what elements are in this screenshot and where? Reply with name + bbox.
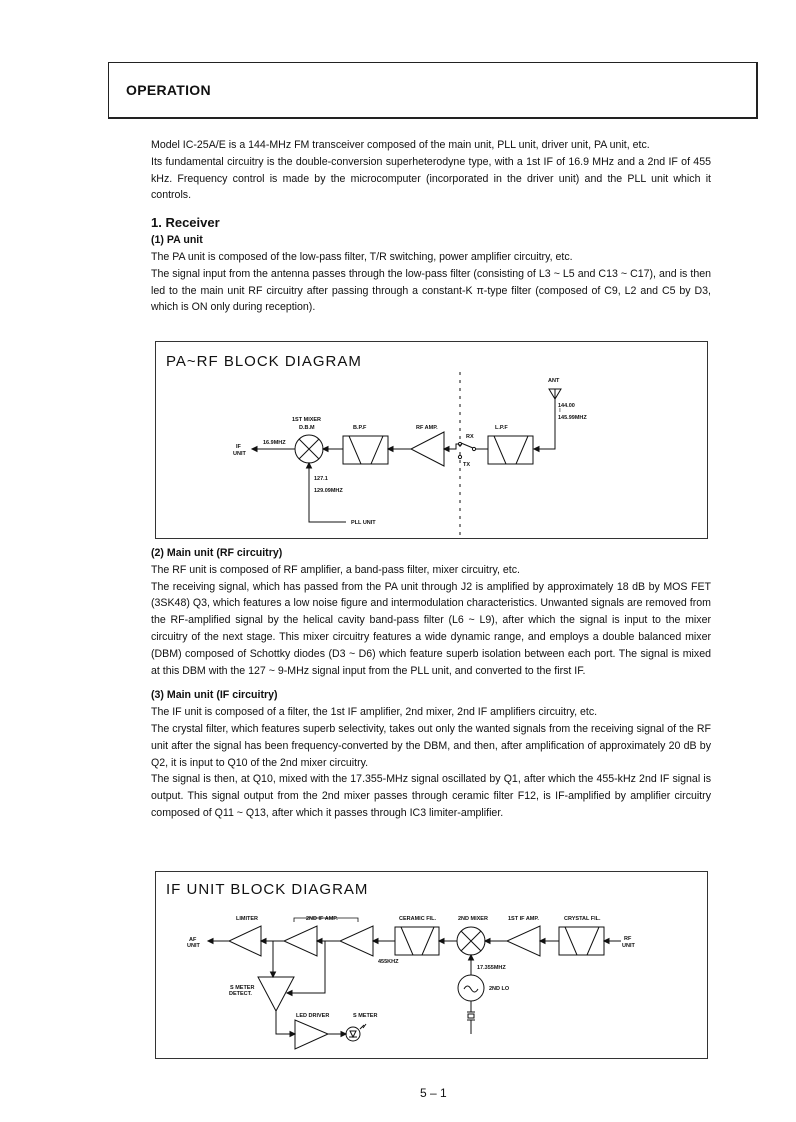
paragraph: Its fundamental circuitry is the double-conversion superheterodyne type, with a 1st IF of 16.9 MHz and a 2nd IF of 455 kHz. Frequency control is made by the microcomputer (incorporated in the driver unit) and the PLL unit which it controls. <box>151 155 711 202</box>
diagram-label: 17.355MHZ <box>477 965 506 971</box>
diagram-label: AF <box>189 937 197 943</box>
paragraph: The signal is then, at Q10, mixed with the 17.355-MHz signal oscillated by Q1, after which the 455-kHz 2nd IF signal is output. This signal output from the 2nd mixer passes through ceramic filter F12, is IF-amplified by amplifier circuitry composed of Q11 ~ Q13, after which it passes through IC3 limiter-amplifier. <box>151 773 711 819</box>
diagram-label: LIMITER <box>236 916 258 922</box>
diagram-title: PA~RF BLOCK DIAGRAM <box>166 353 362 370</box>
section-header <box>108 62 758 119</box>
diagram-label: 1ST IF AMP. <box>508 916 539 922</box>
diagram-label: RF <box>624 936 632 942</box>
diagram-label: TX <box>463 462 471 468</box>
paragraph: The PA unit is composed of the low-pass filter, T/R switching, power amplifier circuitry, etc. <box>151 250 573 263</box>
diagram-label: 145.99MHZ <box>558 415 587 421</box>
section-title: OPERATION <box>126 82 211 98</box>
diagram-label: PLL UNIT <box>351 520 376 526</box>
diagram-label: IF UNIT BLOCK DIAGRAM <box>166 881 369 898</box>
diagram-label: CRYSTAL FIL. <box>564 916 601 922</box>
diagram-label: DETECT. <box>229 991 252 997</box>
diagram-label: L.P.F <box>495 425 508 431</box>
diagram-label: S METER <box>353 1013 378 1019</box>
diagram-label: RF AMP. <box>416 425 438 431</box>
pa-rf-block-diagram <box>155 341 708 539</box>
diagram-label: ANT <box>548 378 560 384</box>
diagram-label: 144.00 <box>558 403 575 409</box>
diagram-label: 129.09MHZ <box>314 488 343 494</box>
paragraph: The crystal filter, which features superb selectivity, takes out only the wanted signals from the receiving signal of the RF unit after the signal has been frequency-converted by the DBM, and then, after amplification of approximately 20 dB by Q2, it is input to Q10 of the 2nd mixer circuitry. <box>151 722 711 769</box>
heading-rf-circuitry: (2) Main unit (RF circuitry) <box>151 547 283 559</box>
paragraph: The receiving signal, which has passed from the PA unit through J2 is amplified by approximately 18 dB by MOS FET (3SK48) Q3, which features a low noise figure and intermodulation characteristics. Unwanted signals are removed from the RF-amplified signal by the helical cavity band-pass filter (L6 ~ L9), after which the signal is input to the mixer circuitry of the next stage. This mixer circuitry features a wide dynamic range, and employs a double balanced mixer (DBM) composed of Schottky diodes (D3 ~ D6) which feature superb isolation between each port. The signal is mixed at this DBM with the 127 ~ 9-MHz signal input from the PLL unit, and converted to the first IF. <box>151 580 711 677</box>
diagram-label: D.B.M <box>299 425 315 431</box>
diagram-label: ⁞ <box>559 408 561 414</box>
diagram-label: B.P.F <box>353 425 367 431</box>
page-number: 5 – 1 <box>420 1086 447 1100</box>
diagram-label: 2ND MIXER <box>458 916 488 922</box>
intro-text <box>151 137 711 316</box>
diagram-label: IF <box>236 444 241 450</box>
diagram-label: UNIT <box>187 943 200 949</box>
paragraph: The signal input from the antenna passes through the low-pass filter (consisting of L3 ~ L5 and C13 ~ C17), and is then led to the main unit RF circuitry after passing through a constant-K π-type filter (composed of C9, L2 and C5 by D3, which is ON only during reception). <box>151 267 711 314</box>
diagram-label: UNIT <box>622 943 635 949</box>
diagram-label: RX <box>466 434 474 440</box>
diagram-label: S METER <box>230 985 255 991</box>
diagram-label: 455KHZ <box>378 959 399 965</box>
main-unit-text <box>151 545 711 822</box>
heading-if-circuitry: (3) Main unit (IF circuitry) <box>151 689 278 702</box>
paragraph: The IF unit is composed of a filter, the 1st IF amplifier, 2nd mixer, 2nd IF amplifiers circuitry, etc. <box>151 706 598 719</box>
diagram-label: 2ND LO <box>489 986 510 992</box>
paragraph: Model IC-25A/E is a 144-MHz FM transceiver composed of the main unit, PLL unit, driver unit, PA unit, etc. <box>151 139 650 151</box>
if-unit-block-diagram <box>155 871 708 1059</box>
diagram-label: 127.1 <box>314 476 328 482</box>
diagram-label: 16.9MHZ <box>263 440 286 446</box>
heading-pa-unit: (1) PA unit <box>151 234 203 247</box>
diagram-label: CERAMIC FIL. <box>399 916 436 922</box>
diagram-label: 2ND IF AMP. <box>306 916 338 922</box>
diagram-label: LED DRIVER <box>296 1013 330 1019</box>
heading-receiver: 1. Receiver <box>151 215 220 231</box>
diagram-label: UNIT <box>233 451 246 457</box>
paragraph: The RF unit is composed of RF amplifier, a band-pass filter, mixer circuitry, etc. <box>151 563 520 576</box>
diagram-label: 1ST MIXER <box>292 417 322 423</box>
